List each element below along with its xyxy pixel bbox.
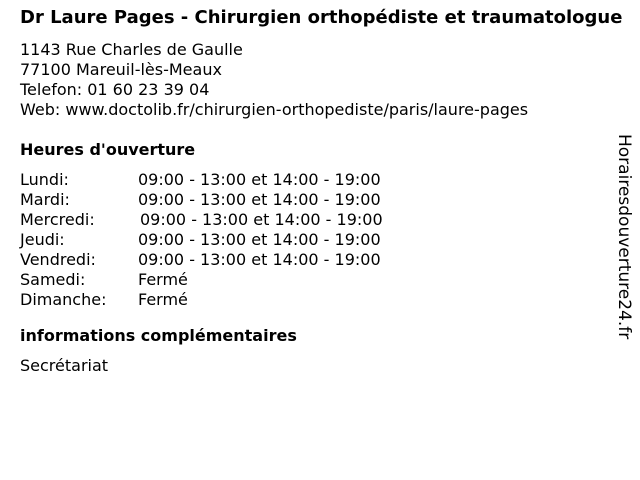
watermark-text: Horairesdouverture24.fr <box>614 134 634 340</box>
street-address: 1143 Rue Charles de Gaulle <box>20 40 243 59</box>
time-value: 09:00 - 13:00 et 14:00 - 19:00 <box>140 210 383 229</box>
day-label: Lundi: <box>20 170 69 189</box>
hours-heading: Heures d'ouverture <box>20 140 196 159</box>
time-value: 09:00 - 13:00 et 14:00 - 19:00 <box>138 250 381 269</box>
opening-hours-table <box>20 170 620 310</box>
day-label: Vendredi: <box>20 250 96 269</box>
site-watermark <box>612 134 636 344</box>
hours-row <box>20 210 620 230</box>
info-heading: informations complémentaires <box>20 326 297 345</box>
address-block <box>20 40 620 120</box>
website-link[interactable]: Web: www.doctolib.fr/chirurgien-orthopediste/paris/laure-pages <box>20 100 529 119</box>
day-label: Mercredi: <box>20 210 95 229</box>
phone-number[interactable]: Telefon: 01 60 23 39 04 <box>20 80 210 99</box>
day-label: Mardi: <box>20 190 70 209</box>
city-address: 77100 Mareuil-lès-Meaux <box>20 60 222 79</box>
time-value: 09:00 - 13:00 et 14:00 - 19:00 <box>138 230 381 249</box>
hours-row <box>20 230 620 250</box>
time-value: 09:00 - 13:00 et 14:00 - 19:00 <box>138 190 381 209</box>
page-title: Dr Laure Pages - Chirurgien orthopédiste et traumatologue <box>20 7 623 28</box>
day-label: Dimanche: <box>20 290 107 309</box>
info-text: Secrétariat <box>20 356 109 375</box>
hours-row <box>20 290 620 310</box>
listing <box>20 7 623 376</box>
hours-row <box>20 190 620 210</box>
time-value: Fermé <box>138 270 188 289</box>
time-value: 09:00 - 13:00 et 14:00 - 19:00 <box>138 170 381 189</box>
day-label: Samedi: <box>20 270 86 289</box>
hours-row <box>20 250 620 270</box>
time-value: Fermé <box>138 290 188 309</box>
hours-row <box>20 170 620 190</box>
day-label: Jeudi: <box>20 230 65 249</box>
hours-row <box>20 270 620 290</box>
